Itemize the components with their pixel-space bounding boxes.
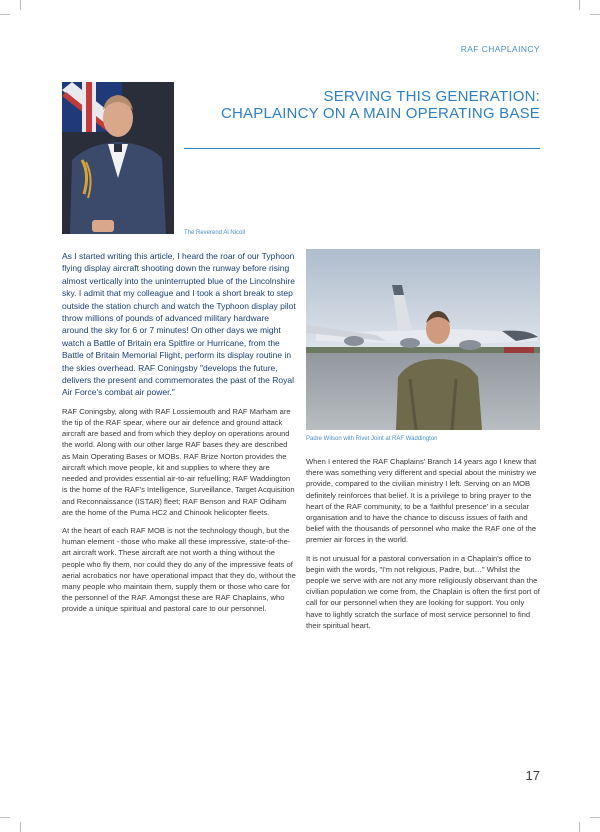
body-paragraph: RAF Coningsby, along with RAF Lossiemouth and RAF Marham are the tip of the RAF spear, where our air defence and ground attack aircraft are based and from which they deploy on operations around the world. Along with our other large RAF bases they are described as Main Operating Bases or MOBs. RAF Brize Norton provides the aircraft which move people, kit and supplies to where they are needed and provides essential air-to-air refuelling; RAF Waddington is the home of the RAF's Intelligence, Surveillance, Target Acquisition and Reconnaissance (ISTAR) fleet; RAF Benson and RAF Odiham are the home of the Puma HC2 and Chinook helicopter fleets.	[62, 406, 295, 517]
article-title	[220, 88, 540, 122]
crop-mark	[590, 817, 600, 818]
crop-mark	[579, 822, 580, 832]
portrait-photo	[62, 82, 174, 234]
left-column	[62, 250, 296, 622]
portrait-caption: The Reverend Al Nicoll	[184, 230, 246, 236]
crop-mark	[20, 822, 21, 832]
article-title-line1: SERVING THIS GENERATION:	[323, 88, 540, 105]
crop-mark	[590, 14, 600, 15]
article-title-line2: CHAPLAINCY ON A MAIN OPERATING BASE	[220, 105, 540, 122]
section-label: RAF CHAPLAINCY	[460, 44, 540, 54]
page-number: 17	[525, 768, 540, 783]
photo-caption: Padre Wilson with Rivet Joint at RAF Waddington	[306, 436, 438, 442]
body-paragraph: At the heart of each RAF MOB is not the technology though, but the human element - those who make all these impressive, state-of-the-art aircraft work. These aircraft are not worth a thing without the people who fly them, nor could they do any of the impressive feats of aerial acrobatics nor have operational impact that they do, without the many people who maintain them, supply them or those who care for the personnel of the RAF. Amongst these are RAF Chaplains, who provide a unique spiritual and pastoral care to our personnel.	[62, 525, 296, 614]
title-divider	[184, 148, 540, 149]
crop-mark	[579, 0, 580, 10]
lead-paragraph: As I started writing this article, I heard the roar of our Typhoon flying display aircraft shooting down the runway before rising almost vertically into the uninterrupted blue of the Lincolnshire sky. I admit that my colleague and I took a short break to step outside the station church and watch the Typhoon display pilot throw millions of pounds of advanced military hardware around the sky for 6 or 7 minutes! On other days we might watch a Battle of Britain era Spitfire or Hurricane, from the Battle of Britain Memorial Flight, perform its display routine in the skies overhead. RAF Coningsby "develops the future, delivers the present and commemorates the past of the Royal Air Force's combat air power."	[62, 251, 296, 398]
right-column	[306, 456, 540, 638]
crop-mark	[20, 0, 21, 10]
body-paragraph: When I entered the RAF Chaplains' Branch 14 years ago I knew that there was something very different and special about the ministry we provide, compared to the civilian ministry I left. Serving on an MOB definitely reinforces that belief. It is a privilege to bring prayer to the heart of the RAF community, to be a 'faithful presence' in a secular organisation and to have the chance to discuss issues of faith and belief with the thousands of personnel who make the RAF one of the premier air forces in the world.	[306, 457, 537, 545]
crop-mark	[0, 14, 10, 15]
body-paragraph: It is not unusual for a pastoral conversation in a Chaplain's office to begin with the words, "I'm not religious, Padre, but…" Whilst the people we serve with are not any more religiously observant than the civilian population we come from, the Chaplain is often the first port of call for our personnel when they are looking for support. You only have to lightly scratch the surface of most service personnel to find their spiritual heart.	[306, 553, 540, 630]
crop-mark	[0, 817, 10, 818]
aircraft-photo	[306, 249, 540, 430]
